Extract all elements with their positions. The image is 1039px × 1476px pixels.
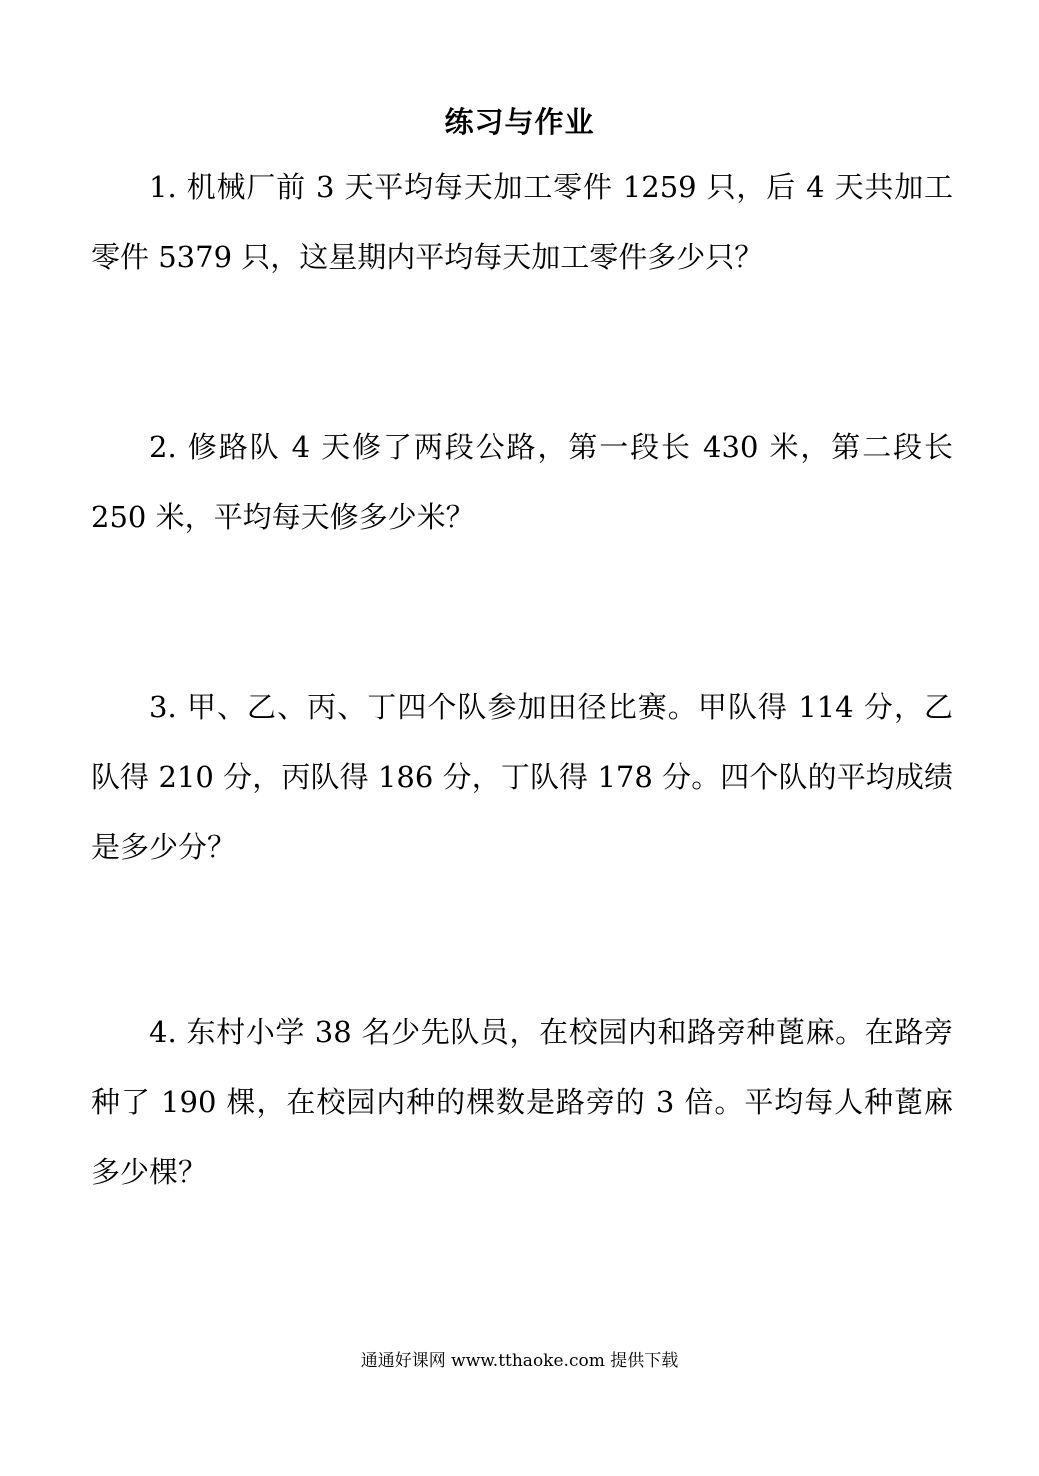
problem-1-number: 1. bbox=[149, 170, 177, 204]
problem-2 bbox=[91, 412, 953, 552]
problem-4-number: 4. bbox=[149, 1015, 177, 1049]
problem-3-number: 3. bbox=[149, 690, 177, 724]
problem-1-text: 机械厂前 3 天平均每天加工零件 1259 只，后 4 天共加工零件 5379 只，这星期内平均每天加工零件多少只？ bbox=[91, 170, 954, 274]
problem-2-text: 修路队 4 天修了两段公路，第一段长 430 米，第二段长 250 米，平均每天修多少米？ bbox=[91, 430, 953, 534]
problem-2-number: 2. bbox=[149, 430, 177, 464]
problem-4-text: 东村小学 38 名少先队员，在校园内和路旁种蓖麻。在路旁种了 190 棵，在校园内种的棵数是路旁的 3 倍。平均每人种蓖麻多少棵？ bbox=[91, 1015, 953, 1189]
page-title: 练习与作业 bbox=[444, 105, 595, 139]
problem-3-text: 甲、乙、丙、丁四个队参加田径比赛。甲队得 114 分，乙队得 210 分，丙队得 186 分，丁队得 178 分。四个队的平均成绩是多少分？ bbox=[91, 690, 954, 864]
problem-4 bbox=[91, 997, 953, 1207]
problem-3 bbox=[91, 672, 953, 882]
problem-1 bbox=[91, 152, 953, 292]
page-footer: 通通好课网 www.tthaoke.com 提供下载 bbox=[360, 1351, 679, 1371]
